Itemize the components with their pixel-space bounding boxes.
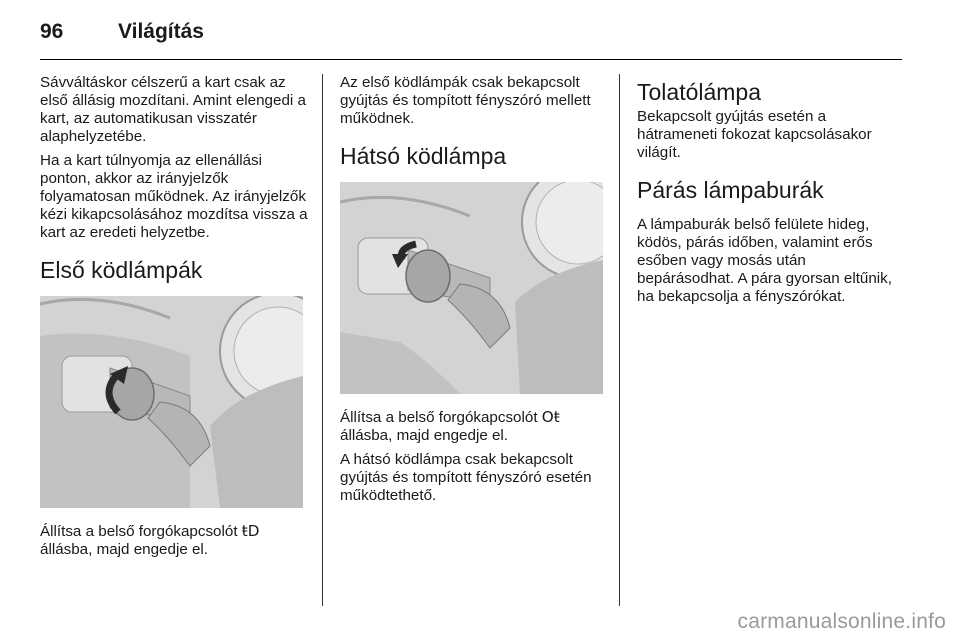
watermark-text: carmanualsonline.info <box>737 610 946 633</box>
paragraph-front-fog-condition: Az első ködlámpák csak bekapcsolt gyújtás és tompított fényszóró mellett működnek. <box>340 74 591 127</box>
heading-reverse-light: Tolatólámpa <box>637 79 762 105</box>
page-number: 96 <box>40 20 64 43</box>
paragraph-reverse-light: Bekapcsolt gyújtás esetén a hátrameneti fokozat kapcsolásakor világít. <box>637 108 872 161</box>
header-rule <box>40 59 902 60</box>
page-header <box>40 14 902 62</box>
paragraph-lane-change: Sávváltáskor célszerű a kart csak az első állásig mozdítani. Amint elengedi a kart, az automatikusan visszatér alaphelyzetébe. <box>40 74 306 145</box>
paragraph-rear-fog-condition: A hátsó ködlámpa csak bekapcsolt gyújtás és tompított fényszóró esetén működtethető. <box>340 451 592 504</box>
column-3 <box>637 74 902 312</box>
rear-fog-switch-illustration <box>340 182 603 394</box>
heading-front-fog: Első ködlámpák <box>40 257 203 283</box>
paragraph-rear-fog-instruction: Állítsa a belső forgókapcsolót Oŧ állásba, majd engedje el. <box>340 408 560 444</box>
paragraph-misty-lenses: A lámpaburák belső felülete hideg, ködös, párás időben, valamint erős esőben vagy mosás után bepárásodhat. A pára gyorsan eltűnik, ha bekapcsolja a fényszórókat. <box>637 216 892 305</box>
rear-fog-symbol-icon: Oŧ <box>541 408 560 426</box>
heading-misty-lenses: Párás lámpaburák <box>637 177 824 203</box>
column-2 <box>340 74 605 511</box>
column-divider <box>619 74 620 606</box>
front-fog-symbol-icon: ŧD <box>241 522 260 540</box>
column-1 <box>40 74 308 565</box>
page-title: Világítás <box>118 20 204 43</box>
column-divider <box>322 74 323 606</box>
paragraph-indicator: Ha a kart túlnyomja az ellenállási ponton, akkor az irányjelzők folyamatosan működnek. Az irányjelzők kézi kikapcsolásához mozdítsa vissza a kart az eredeti helyzetbe. <box>40 152 308 241</box>
heading-rear-fog: Hátsó ködlámpa <box>340 143 507 169</box>
paragraph-front-fog-instruction: Állítsa a belső forgókapcsolót ŧD állásba, majd engedje el. <box>40 522 260 558</box>
front-fog-switch-illustration <box>40 296 303 508</box>
